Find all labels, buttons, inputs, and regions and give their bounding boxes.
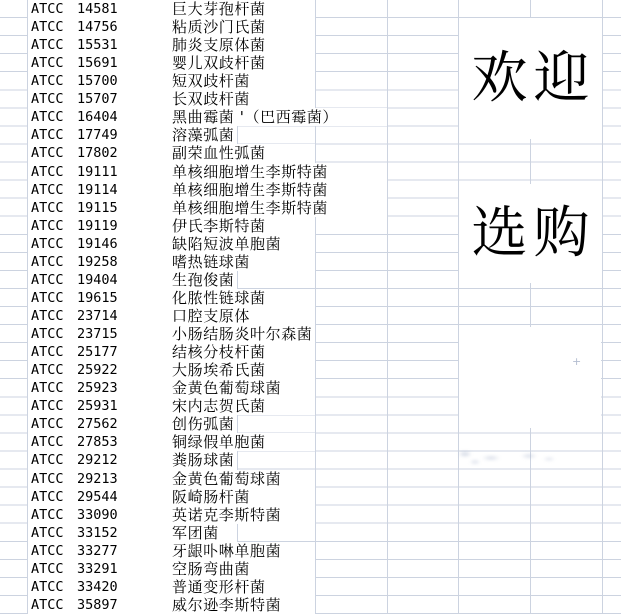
cell-strain-name[interactable]: 婴儿双歧杆菌	[172, 54, 266, 73]
cell-atcc-prefix[interactable]: ATCC	[31, 91, 64, 108]
cell-strain-name[interactable]: 结核分枝杆菌	[172, 343, 266, 362]
merged-cell-welcome-box	[459, 18, 602, 139]
cell-atcc-number[interactable]: 16404	[77, 109, 118, 126]
cell-strain-name[interactable]: 伊氏李斯特菌	[172, 216, 266, 235]
cell-atcc-number[interactable]: 14756	[77, 19, 118, 36]
cell-atcc-number[interactable]: 35897	[77, 596, 118, 613]
cell-strain-name[interactable]: 创伤弧菌	[172, 415, 235, 434]
cell-strain-name[interactable]: 嗜热链球菌	[172, 252, 251, 271]
cell-atcc-prefix[interactable]: ATCC	[31, 19, 64, 36]
cell-atcc-prefix[interactable]: ATCC	[31, 452, 64, 469]
cell-atcc-prefix[interactable]: ATCC	[31, 542, 64, 559]
cell-atcc-prefix[interactable]: ATCC	[31, 109, 64, 126]
cell-atcc-number[interactable]: 33291	[77, 560, 118, 577]
cell-strain-name[interactable]: 粪肠球菌	[172, 451, 235, 470]
cell-strain-name[interactable]: 普通变形杆菌	[172, 577, 266, 596]
faint-watermark	[515, 448, 563, 464]
purchase-banner-text: 选购	[471, 200, 596, 266]
cell-atcc-number[interactable]: 33152	[77, 524, 118, 541]
cell-strain-name[interactable]: 黑曲霉菌 '（巴西霉菌）	[172, 108, 339, 127]
cell-atcc-number[interactable]: 19115	[77, 199, 118, 216]
cell-strain-name[interactable]: 单核细胞增生李斯特菌	[172, 180, 329, 199]
cell-atcc-number[interactable]: 19615	[77, 289, 118, 306]
gridline-vertical	[387, 0, 388, 614]
cell-atcc-prefix[interactable]: ATCC	[31, 398, 64, 415]
cell-atcc-prefix[interactable]: ATCC	[31, 181, 64, 198]
cell-atcc-number[interactable]: 23715	[77, 326, 118, 343]
cell-atcc-prefix[interactable]: ATCC	[31, 235, 64, 252]
cell-atcc-prefix[interactable]: ATCC	[31, 163, 64, 180]
cell-atcc-prefix[interactable]: ATCC	[31, 326, 64, 343]
cell-atcc-prefix[interactable]: ATCC	[31, 560, 64, 577]
cell-atcc-number[interactable]: 15707	[77, 91, 118, 108]
cell-strain-name[interactable]: 小肠结肠炎叶尔森菌	[172, 325, 313, 344]
faint-watermark	[453, 444, 511, 470]
cell-atcc-number[interactable]: 15691	[77, 55, 118, 72]
cell-atcc-number[interactable]: 19258	[77, 253, 118, 270]
cell-atcc-number[interactable]: 17802	[77, 145, 118, 162]
cell-strain-name[interactable]: 威尔逊李斯特菌	[172, 595, 282, 614]
cell-atcc-prefix[interactable]: ATCC	[31, 127, 64, 144]
welcome-banner-text: 欢迎	[471, 45, 596, 111]
cell-atcc-number[interactable]: 33090	[77, 506, 118, 523]
cell-atcc-prefix[interactable]: ATCC	[31, 37, 64, 54]
cell-atcc-number[interactable]: 15700	[77, 73, 118, 90]
cell-atcc-number[interactable]: 14581	[77, 1, 118, 17]
cell-strain-name[interactable]: 大肠埃希氏菌	[172, 361, 266, 380]
cell-strain-name[interactable]: 短双歧杆菌	[172, 72, 251, 91]
cell-atcc-number[interactable]: 19119	[77, 217, 118, 234]
cell-atcc-prefix[interactable]: ATCC	[31, 524, 64, 541]
cell-atcc-prefix[interactable]: ATCC	[31, 145, 64, 162]
cell-strain-name[interactable]: 口腔支原体	[172, 307, 251, 325]
cell-strain-name[interactable]: 副荣血性弧菌	[172, 144, 266, 163]
cell-atcc-prefix[interactable]: ATCC	[31, 1, 64, 17]
cell-atcc-prefix[interactable]: ATCC	[31, 488, 64, 505]
cell-atcc-number[interactable]: 23714	[77, 308, 118, 324]
cell-atcc-prefix[interactable]: ATCC	[31, 55, 64, 72]
cell-atcc-number[interactable]: 29213	[77, 470, 118, 487]
cell-atcc-number[interactable]: 27562	[77, 416, 118, 433]
cell-atcc-prefix[interactable]: ATCC	[31, 578, 64, 595]
cell-atcc-number[interactable]: 33277	[77, 542, 118, 559]
cell-strain-name[interactable]: 宋内志贺氏菌	[172, 397, 266, 416]
cell-atcc-prefix[interactable]: ATCC	[31, 253, 64, 270]
gridline-vertical	[315, 0, 316, 614]
cell-atcc-number[interactable]: 25923	[77, 380, 118, 397]
cell-atcc-number[interactable]: 19146	[77, 235, 118, 252]
cell-strain-name[interactable]: 肺炎支原体菌	[172, 36, 266, 55]
cell-atcc-number[interactable]: 29212	[77, 452, 118, 469]
cell-atcc-prefix[interactable]: ATCC	[31, 596, 64, 613]
cell-atcc-prefix[interactable]: ATCC	[31, 308, 64, 324]
cell-strain-name[interactable]: 单核细胞增生李斯特菌	[172, 198, 329, 217]
cell-atcc-prefix[interactable]: ATCC	[31, 434, 64, 451]
cell-strain-name[interactable]: 英诺克李斯特菌	[172, 505, 282, 524]
cell-atcc-number[interactable]: 25922	[77, 362, 118, 379]
cell-atcc-prefix[interactable]: ATCC	[31, 344, 64, 361]
cell-strain-name[interactable]: 牙龈卟啉单胞菌	[172, 541, 282, 560]
cell-strain-name[interactable]: 生孢俊菌	[172, 270, 235, 289]
cell-atcc-number[interactable]: 27853	[77, 434, 118, 451]
cell-atcc-prefix[interactable]: ATCC	[31, 73, 64, 90]
cell-atcc-number[interactable]: 25931	[77, 398, 118, 415]
cell-strain-name[interactable]: 化脓性链球菌	[172, 288, 266, 307]
merged-cell-empty-box	[459, 327, 601, 428]
cell-atcc-prefix[interactable]: ATCC	[31, 380, 64, 397]
cell-atcc-number[interactable]: 17749	[77, 127, 118, 144]
cell-atcc-number[interactable]: 19404	[77, 271, 118, 288]
cell-strain-name[interactable]: 单核细胞增生李斯特菌	[172, 162, 329, 181]
cell-strain-name[interactable]: 空肠弯曲菌	[172, 559, 251, 578]
cell-atcc-number[interactable]: 19114	[77, 181, 118, 198]
cell-atcc-number[interactable]: 19111	[77, 163, 118, 180]
cell-atcc-prefix[interactable]: ATCC	[31, 416, 64, 433]
cell-strain-name[interactable]: 阪崎肠杆菌	[172, 487, 251, 506]
cell-atcc-prefix[interactable]: ATCC	[31, 506, 64, 523]
cell-atcc-number[interactable]: 25177	[77, 344, 118, 361]
cell-strain-name[interactable]: 长双歧杆菌	[172, 90, 251, 109]
cell-atcc-prefix[interactable]: ATCC	[31, 470, 64, 487]
cell-strain-name[interactable]: 溶藻弧菌	[172, 126, 235, 145]
cell-atcc-prefix[interactable]: ATCC	[31, 271, 64, 288]
faint-plus-mark: +	[572, 355, 582, 368]
cell-strain-name[interactable]: 粘质沙门氏菌	[172, 18, 266, 37]
gridline-vertical	[602, 0, 603, 614]
cell-atcc-number[interactable]: 33420	[77, 578, 118, 595]
cell-strain-name[interactable]: 巨大芽孢杆菌	[172, 0, 266, 18]
cell-strain-name[interactable]: 军团菌	[172, 523, 219, 542]
cell-strain-name[interactable]: 缺陷短波单胞菌	[172, 234, 282, 253]
cell-atcc-prefix[interactable]: ATCC	[31, 199, 64, 216]
cell-atcc-prefix[interactable]: ATCC	[31, 217, 64, 234]
cell-atcc-prefix[interactable]: ATCC	[31, 362, 64, 379]
cell-strain-name[interactable]: 金黄色葡萄球菌	[172, 379, 282, 398]
cell-strain-name[interactable]: 铜绿假单胞菌	[172, 433, 266, 452]
cell-atcc-number[interactable]: 29544	[77, 488, 118, 505]
merged-cell-purchase-box	[459, 184, 602, 283]
cell-strain-name[interactable]: 金黄色葡萄球菌	[172, 469, 282, 488]
cell-atcc-number[interactable]: 15531	[77, 37, 118, 54]
cell-atcc-prefix[interactable]: ATCC	[31, 289, 64, 306]
